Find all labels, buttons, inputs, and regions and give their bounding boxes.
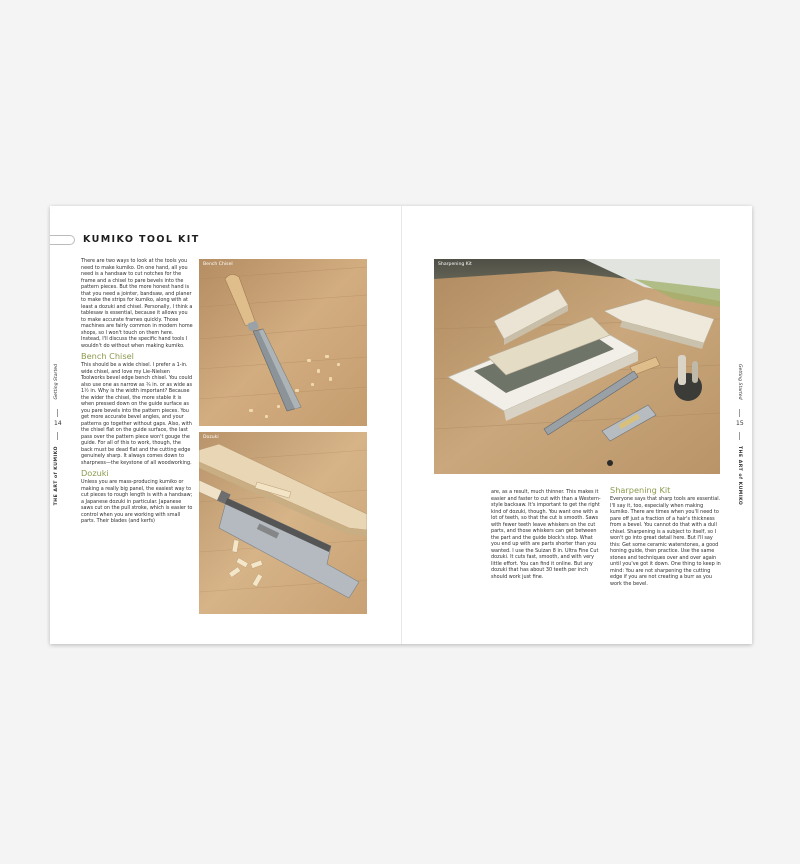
- chapter-title: KUMIKO TOOL KIT: [83, 234, 200, 245]
- right-margin-rule: [739, 409, 740, 417]
- dozuki-paragraph: Unless you are mass-producing kumiko or making a really big panel, the easiest way to cut pieces to rough length is with a handsaw; a Japanese dozuki in particular. Japanese saws cut on the pull stroke, which is easier to control when you are working with small parts. Their blades (and kerfs): [81, 479, 193, 524]
- dozuki-continued-paragraph: are, as a result, much thinner. This makes it easier and faster to cut with than a Western-style backsaw. It's important to get the right kind of dozuki, though. You want one with a lot of teeth, so that the cut is smooth. Saws with fewer teeth leave whiskers on the cut parts, and those whiskers can get between the part and the guide block's stop. What you end up with are parts shorter than you wanted. I use the Suizan 8 in. Ultra Fine Cut dozuki. It cuts fast, smooth, and with very little effort. You can find it online. But any dozuki that has about 30 teeth per inch should work just fine.: [491, 489, 601, 580]
- dozuki-photo: [199, 432, 367, 614]
- right-running-head: Getting Started: [737, 364, 742, 400]
- left-book-title: THE ART of KUMIKO: [54, 446, 59, 506]
- intro-paragraph: There are two ways to look at the tools you need to make kumiko. On one hand, all you need is a handsaw to cut notches for the frame and a chisel to pare bevels into the pattern pieces. But the more honest hand is that you need a jointer, bandsaw, and planer to make the strips for kumiko, along with at least a dozuki and chisel. Personally, I think a tablesaw is essential, because it allows you to make accurate frames quickly. Those machines are fairly common in modern home shops, so I won't touch on them here. Instead, I'll discuss the specific hand tools I wouldn't do without when making kumiko.: [81, 258, 193, 349]
- bench-chisel-photo-label: Bench Chisel: [203, 262, 233, 267]
- left-running-head: Getting Started: [54, 364, 59, 400]
- sharpening-kit-paragraph: Everyone says that sharp tools are essential. I'll say it, too, especially when making kumiko. There are times when you'll need to pare off just a fraction of a hair's thickness from a bevel. You cannot do that with a dull chisel. Sharpening is a subject to itself, so I won't go into great detail here. But I'll say this: Get some ceramic waterstones, a good honing guide, then practice. Use the same stones and techniques over and over again until you've got it down. One thing to keep in mind: You are not sharpening the cutting edge if you are not creating a burr as you work the bevel.: [610, 496, 721, 587]
- bench-chisel-heading: Bench Chisel: [81, 351, 134, 361]
- dozuki-heading: Dozuki: [81, 468, 109, 478]
- left-margin-rule: [57, 409, 58, 417]
- sharpening-kit-illustration: [434, 259, 720, 474]
- left-page-number: 14: [54, 420, 62, 427]
- right-page-number: 15: [736, 420, 744, 427]
- sharpening-kit-photo-label: Sharpening Kit: [438, 262, 472, 267]
- bench-chisel-photo: [199, 259, 367, 426]
- right-margin-rule-2: [739, 432, 740, 440]
- dozuki-photo-label: Dozuki: [203, 435, 219, 440]
- sharpening-kit-photo: [434, 259, 720, 474]
- left-margin-rule-2: [57, 432, 58, 440]
- bench-chisel-illustration: [199, 259, 367, 426]
- bench-chisel-paragraph: This should be a wide chisel. I prefer a 1-in. wide chisel, and love my Lie-Nielsen Toolworks bevel edge bench chisel. You could also use one as narrow as ¾ in. or as wide as 1½ in. Why is the width important? Because the wider the chisel, the more stable it is when pressed down on the guide surface as you pare bevels into the pattern pieces. You get more accurate bevel angles, and your patterns go together without gaps. Also, with the chisel flat on the guide surface, the last pass over the pattern piece won't gouge the guide. For all of this to work, though, the back must be dead flat and the cutting edge genuinely sharp. It always comes down to sharpness—the keystone of all woodworking.: [81, 362, 193, 466]
- right-book-title: THE ART of KUMIKO: [737, 446, 742, 506]
- left-text-column: [81, 258, 193, 525]
- chapter-title-bar: [50, 234, 200, 245]
- title-tab: [50, 235, 75, 245]
- page-fold: [401, 206, 402, 644]
- sharpening-kit-heading: Sharpening Kit: [610, 485, 671, 495]
- book-spread: [50, 206, 752, 644]
- right-text-column-1: [491, 489, 603, 580]
- dozuki-illustration: [199, 432, 367, 614]
- right-text-column-2: [610, 486, 722, 587]
